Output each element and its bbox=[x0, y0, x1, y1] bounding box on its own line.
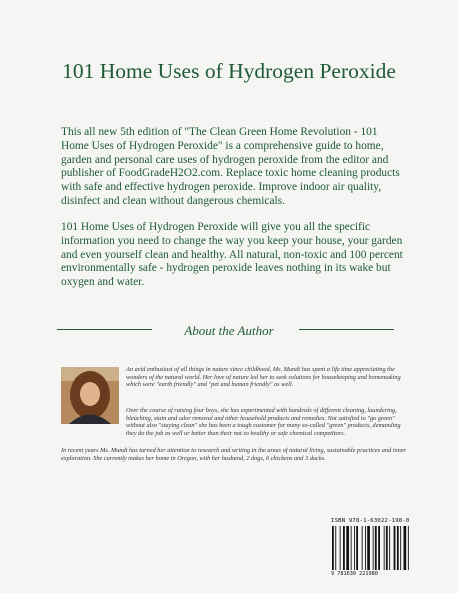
barcode-number: 9 781630 221980 bbox=[331, 571, 378, 577]
description-paragraph-2: 101 Home Uses of Hydrogen Peroxide will give you all the specific information you need to change the way you keep your house, your garden and even yourself clean and healthy. All natural, non-toxic and 100 percent environmentally safe - hydrogen peroxide leaves nothing in its wake but oxygen and water. bbox=[61, 221, 403, 289]
description-paragraph-1: This all new 5th edition of "The Clean Green Home Revolution - 101 Home Uses of Hydrogen Peroxide" is a comprehensive guide to home, garden and personal care uses of hydrogen peroxide from the editor and publisher of FoodGradeH2O2.com. Replace toxic home cleaning products with safe and effective hydrogen peroxide. Improve indoor air quality, disinfect and clean without dangerous chemicals. bbox=[61, 126, 400, 207]
author-bio-1: An avid enthusiast of all things in nature since childhood, Ms. Mundt has spent a life time appreciating the wonders of the natural world. Her love of nature led her to seek solutions for housekeeping and homemaking which were "earth friendly" and "pet and human friendly" as well. bbox=[126, 366, 401, 389]
barcode-bars bbox=[331, 526, 434, 570]
isbn-barcode bbox=[331, 518, 434, 578]
about-author-heading: About the Author bbox=[184, 323, 274, 338]
book-title: 101 Home Uses of Hydrogen Peroxide bbox=[62, 59, 396, 83]
author-bio-2: Over the course of raising four boys, she has experimented with hundreds of different cleaning, laundering, bleaching, stain and odor removal and other household products and remedies. Not satisfied to "go green" without also "staying clean" she has been a tough customer for many so-called "green" products, demanding they do the job as well or better than their not so healthy or safe chemical competitors. bbox=[126, 407, 401, 438]
isbn-label: ISBN 978-1-63022-198-0 bbox=[331, 518, 410, 524]
author-bio-3: In recent years Ms. Mundt has turned her attention to research and writing in the areas of natural living, sustainable practices and inner exploration. She currently makes her home in Oregon, with her husband, 2 dogs, 6 chickens and 3 ducks. bbox=[61, 447, 407, 462]
author-photo bbox=[61, 367, 119, 424]
barcode-digits bbox=[331, 571, 434, 577]
divider-right bbox=[299, 329, 394, 330]
